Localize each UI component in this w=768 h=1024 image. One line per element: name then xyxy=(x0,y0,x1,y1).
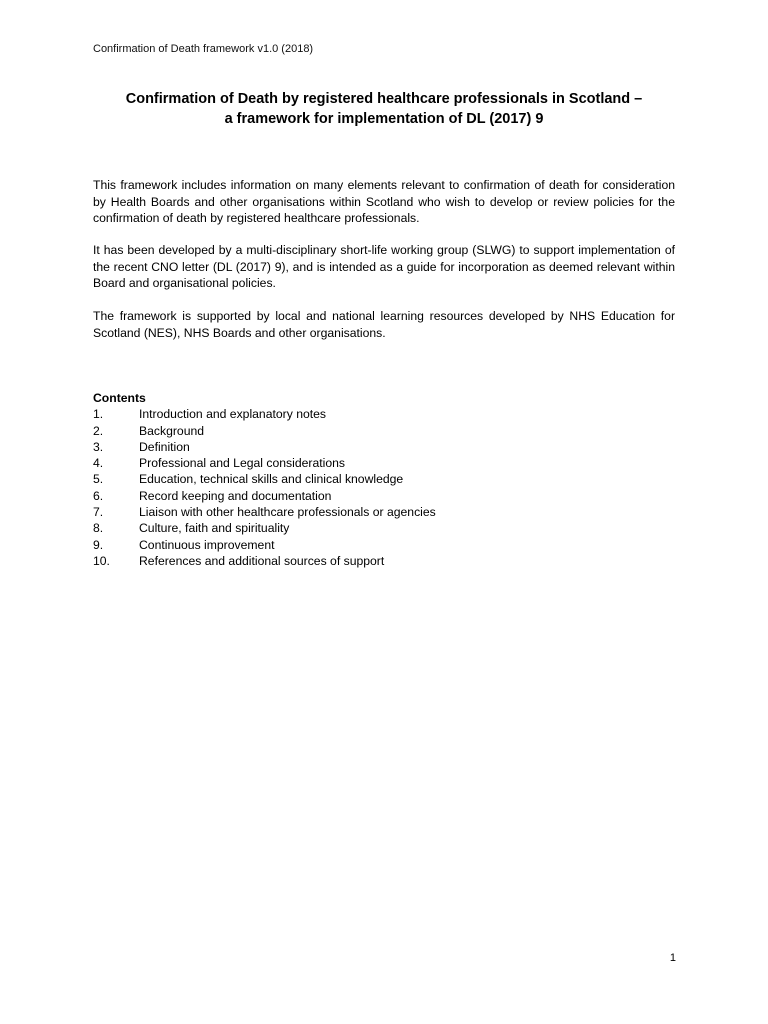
contents-item xyxy=(93,423,675,439)
contents-item xyxy=(93,406,675,422)
contents-heading: Contents xyxy=(93,391,146,405)
contents-item-label: Introduction and explanatory notes xyxy=(139,407,327,422)
contents-list xyxy=(93,406,675,569)
contents-item xyxy=(93,471,675,487)
contents-item xyxy=(93,520,675,536)
contents-item-label: Culture, faith and spirituality xyxy=(139,521,290,536)
contents-item-number: 1. xyxy=(93,407,104,422)
contents-item-number: 8. xyxy=(93,521,104,536)
intro-paragraph-3: The framework is supported by local and national learning resources developed by NHS Education for Scotland (NES), NHS Boards and other organisations. xyxy=(93,309,675,340)
contents-item-number: 3. xyxy=(93,439,104,454)
intro-paragraph-2: It has been developed by a multi-disciplinary short-life working group (SLWG) to support implementation of the recent CNO letter (DL (2017) 9), and is intended as a guide for incorporation as deemed relevant within Board and organisational policies. xyxy=(93,243,675,291)
contents-item xyxy=(93,553,675,569)
document-title xyxy=(60,89,708,129)
contents-item-label: Liaison with other healthcare professionals or agencies xyxy=(139,505,436,520)
contents-item-label: Record keeping and documentation xyxy=(139,488,332,503)
contents-item xyxy=(93,504,675,520)
running-header: Confirmation of Death framework v1.0 (2018) xyxy=(93,43,314,55)
contents-item-label: Background xyxy=(139,423,205,438)
contents-item-label: Professional and Legal considerations xyxy=(139,456,345,471)
contents-item-number: 2. xyxy=(93,423,104,438)
contents-item xyxy=(93,455,675,471)
contents-item xyxy=(93,537,675,553)
contents-item xyxy=(93,488,675,504)
contents-item-number: 7. xyxy=(93,505,104,520)
page-number: 1 xyxy=(669,952,676,964)
title-line-1: Confirmation of Death by registered healthcare professionals in Scotland – xyxy=(125,91,643,107)
contents-item-number: 10. xyxy=(93,553,110,568)
contents-item-number: 6. xyxy=(93,488,104,503)
title-line-2: a framework for implementation of DL (2017) 9 xyxy=(224,111,544,127)
contents-section xyxy=(93,390,675,569)
contents-item xyxy=(93,439,675,455)
contents-item-number: 9. xyxy=(93,537,104,552)
contents-item-label: Education, technical skills and clinical knowledge xyxy=(139,472,404,487)
contents-item-label: References and additional sources of support xyxy=(139,553,385,568)
contents-item-label: Continuous improvement xyxy=(139,537,275,552)
contents-item-label: Definition xyxy=(139,439,190,454)
intro-paragraph-1: This framework includes information on many elements relevant to confirmation of death for consideration by Health Boards and other organisations within Scotland who wish to develop or review policies for the confirmation of death by registered healthcare professionals. xyxy=(93,178,675,226)
contents-item-number: 5. xyxy=(93,472,104,487)
contents-item-number: 4. xyxy=(93,456,104,471)
